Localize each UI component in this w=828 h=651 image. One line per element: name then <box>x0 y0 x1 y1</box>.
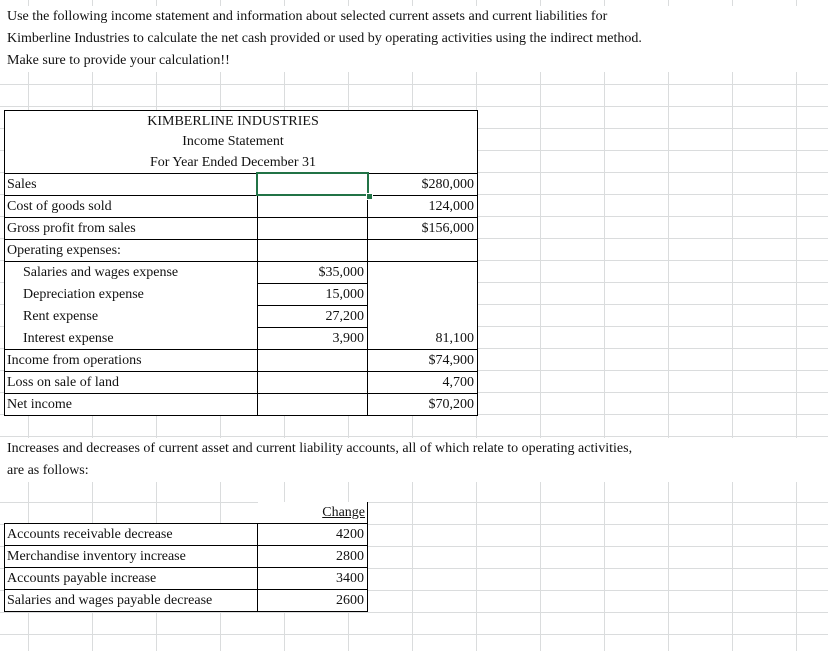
row-label[interactable]: Depreciation expense <box>5 284 257 306</box>
row-label[interactable]: Salaries and wages expense <box>5 262 257 284</box>
row-mid-amount[interactable]: 27,200 <box>258 306 367 328</box>
change-header[interactable]: Change <box>258 502 368 524</box>
row-right-amount[interactable] <box>368 262 477 284</box>
table-border <box>4 523 5 611</box>
change-label[interactable]: Accounts payable increase <box>5 568 257 590</box>
row-mid-amount[interactable] <box>258 218 367 240</box>
change-value[interactable]: 4200 <box>258 524 367 546</box>
row-right-amount[interactable] <box>368 284 477 306</box>
row-border <box>5 173 477 174</box>
row-mid-amount[interactable]: 15,000 <box>258 284 367 306</box>
table-border <box>367 523 368 611</box>
row-mid-amount[interactable]: $35,000 <box>258 262 367 284</box>
statement-title: Income Statement <box>182 134 284 149</box>
change-header-border <box>367 502 368 524</box>
change-value[interactable]: 2600 <box>258 590 367 612</box>
row-mid-amount[interactable] <box>258 196 367 218</box>
change-label[interactable]: Salaries and wages payable decrease <box>5 590 257 612</box>
statement-period: For Year Ended December 31 <box>149 155 316 170</box>
row-right-amount[interactable]: $280,000 <box>368 174 477 196</box>
row-label[interactable]: Rent expense <box>5 306 257 328</box>
instructions-line-2: Kimberline Industries to calculate the net cash provided or used by operating activities using the indirect method. <box>7 31 642 46</box>
fill-handle[interactable] <box>366 193 373 200</box>
change-value[interactable]: 2800 <box>258 546 367 568</box>
row-right-amount[interactable] <box>368 240 477 262</box>
row-mid-amount[interactable] <box>258 240 367 262</box>
row-border <box>4 523 368 524</box>
row-label[interactable]: Gross profit from sales <box>5 218 257 240</box>
changes-intro-line-2: are as follows: <box>7 463 89 478</box>
row-right-amount[interactable] <box>368 306 477 328</box>
table-border <box>257 523 258 611</box>
row-right-amount[interactable]: 81,100 <box>368 328 477 350</box>
row-label[interactable]: Net income <box>5 394 257 416</box>
change-label[interactable]: Merchandise inventory increase <box>5 546 257 568</box>
column-divider <box>367 174 368 416</box>
row-label[interactable]: Operating expenses: <box>5 240 257 262</box>
change-label[interactable]: Accounts receivable decrease <box>5 524 257 546</box>
row-mid-amount[interactable] <box>258 372 367 394</box>
row-label[interactable]: Income from operations <box>5 350 257 372</box>
row-mid-amount[interactable] <box>258 394 367 416</box>
row-border <box>5 415 477 416</box>
row-right-amount[interactable]: $70,200 <box>368 394 477 416</box>
selected-cell[interactable] <box>256 172 369 196</box>
row-label[interactable]: Interest expense <box>5 328 257 350</box>
row-mid-amount[interactable] <box>258 350 367 372</box>
instructions-line-3: Make sure to provide your calculation!! <box>7 53 230 68</box>
instructions-line-1: Use the following income statement and information about selected current assets and current liabilities for <box>7 9 608 24</box>
row-right-amount[interactable]: $156,000 <box>368 218 477 240</box>
row-border <box>4 611 368 612</box>
changes-intro-line-1: Increases and decreases of current asset and current liability accounts, all of which relate to operating activities, <box>7 441 633 456</box>
row-right-amount[interactable]: 124,000 <box>368 196 477 218</box>
row-label[interactable]: Loss on sale of land <box>5 372 257 394</box>
change-value[interactable]: 3400 <box>258 568 367 590</box>
column-divider <box>257 174 258 416</box>
row-right-amount[interactable]: 4,700 <box>368 372 477 394</box>
row-right-amount[interactable]: $74,900 <box>368 350 477 372</box>
company-name: KIMBERLINE INDUSTRIES <box>147 114 319 129</box>
row-mid-amount[interactable]: 3,900 <box>258 328 367 350</box>
row-label[interactable]: Sales <box>5 174 257 196</box>
row-label[interactable]: Cost of goods sold <box>5 196 257 218</box>
